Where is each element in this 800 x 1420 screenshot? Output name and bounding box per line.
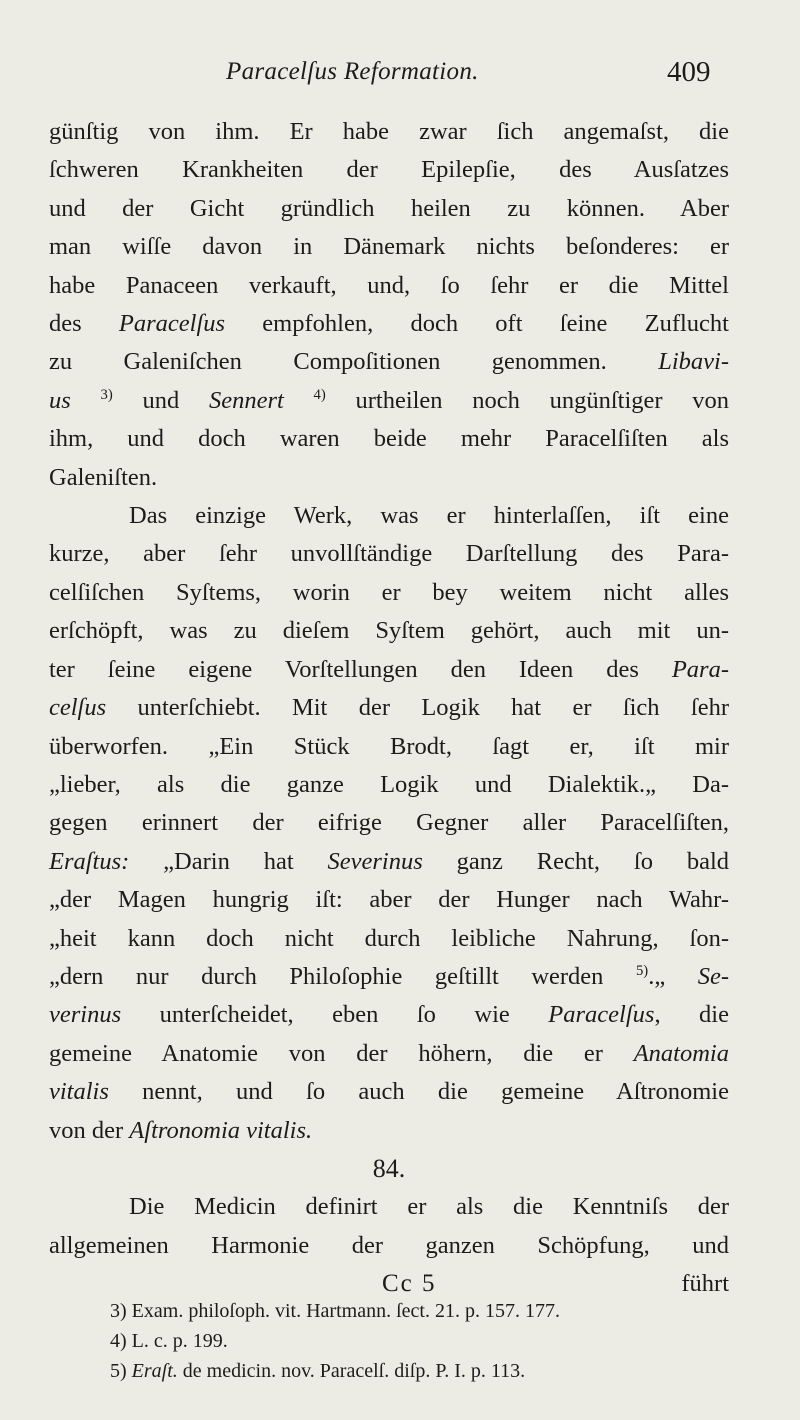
text-line: ſchweren Krankheiten der Epilepſie, des Ausſatzes	[49, 156, 729, 184]
italic-text: Se-	[697, 962, 729, 990]
text-line: überworfen. „Ein Stück Brodt, ſagt er, iſt mir	[49, 732, 729, 760]
italic-text: vitalis	[49, 1078, 109, 1106]
text-line: Galeniſten.	[49, 463, 158, 491]
footnote-marker: 4)	[110, 1330, 127, 1352]
page-header	[0, 52, 800, 96]
body-text	[49, 113, 729, 1304]
italic-text: Sennert	[208, 386, 284, 414]
footnote: 4) L. c. p. 199.	[110, 1330, 228, 1352]
text-line: „der Magen hungrig iſt: aber der Hunger nach Wahr-	[49, 886, 729, 914]
footnote: 5) Eraſt. de medicin. nov. Paracelſ. diſp. P. I. p. 113.	[110, 1360, 526, 1382]
italic-text: Para-	[671, 655, 729, 683]
text-line: vitalis nennt, und ſo auch die gemeine Aſtronomie	[49, 1078, 729, 1106]
paragraph-84	[49, 1188, 729, 1265]
text-line: Das einzige Werk, was er hinterlaſſen, iſt eine	[129, 502, 729, 530]
section-number: 84.	[372, 1153, 406, 1183]
italic-text: Severinus	[327, 847, 423, 875]
text-line: zu Galeniſchen Compoſitionen genommen. Libavi-	[49, 348, 729, 376]
text-line: günſtig von ihm. Er habe zwar ſich angemaſst, die	[49, 118, 729, 145]
italic-text: Libavi-	[658, 348, 729, 376]
italic-text: Aſtronomia vitalis.	[129, 1116, 313, 1144]
text-line: ihm, und doch waren beide mehr Paracelſiſten als	[49, 425, 729, 453]
signature-mark: Cc 5	[382, 1270, 437, 1298]
text-line: gegen erinnert der eifrige Gegner aller Paracelſiſten,	[49, 809, 729, 837]
text-line: kurze, aber ſehr unvollſtändige Darſtellung des Para-	[49, 540, 729, 568]
footnote-ref: 3)	[100, 386, 113, 403]
italic-text: us	[49, 386, 71, 414]
footnote-ref: 4)	[313, 386, 326, 403]
text-line: celſiſchen Syſtems, worin er bey weitem nicht alles	[49, 578, 729, 606]
italic-text: Anatomia	[633, 1039, 729, 1067]
text-line: Eraſtus: „Darin hat Severinus ganz Recht, ſo bald	[49, 847, 729, 875]
footnote-marker: 5)	[110, 1360, 127, 1382]
text-line: „heit kann doch nicht durch leibliche Nahrung, ſon-	[49, 924, 729, 952]
text-line: ter ſeine eigene Vorſtellungen den Ideen des Para-	[49, 655, 729, 683]
italic-text: Eraſtus:	[49, 847, 130, 875]
text-line: erſchöpft, was zu dieſem Syſtem gehört, auch mit un-	[49, 617, 729, 645]
text-line: allgemeinen Harmonie der ganzen Schöpfung, und	[49, 1231, 729, 1259]
italic-text: Paracelſus	[118, 310, 226, 338]
italic-text: Paracelſus	[548, 1001, 655, 1029]
text-line: us $^{3)}$ und Sennert $^{4)}$ urtheilen noch ungünſtiger von	[49, 386, 730, 414]
footnote: 3) Exam. philoſoph. vit. Hartmann. ſect. 21. p. 157. 177.	[110, 1300, 560, 1322]
text-line: „dern nur durch Philoſophie geſtillt werden $^{5)}$.„ Se-	[49, 962, 729, 990]
footnote-ref: 5)	[635, 962, 649, 979]
text-line: verinus unterſcheidet, eben ſo wie Paracelſus, die	[49, 1001, 729, 1029]
page-number: 409	[667, 56, 711, 88]
italic-text: Eraſt.	[131, 1360, 178, 1382]
running-title: Paracelſus Reformation.	[226, 58, 479, 85]
footnote-marker: 3)	[110, 1300, 127, 1322]
italic-text: verinus	[49, 1001, 122, 1029]
text-line: habe Panaceen verkauft, und, ſo ſehr er die Mittel	[49, 271, 729, 299]
text-line: „lieber, als die ganze Logik und Dialektik.„ Da-	[49, 770, 729, 798]
text-line: celſus unterſchiebt. Mit der Logik hat er ſich ſehr	[49, 694, 729, 722]
text-line: gemeine Anatomie von der höhern, die er Anatomia	[49, 1039, 729, 1067]
italic-text: celſus	[49, 694, 107, 722]
text-line: man wiſſe davon in Dänemark nichts beſonderes: er	[49, 233, 729, 261]
text-line: des Paracelſus empfohlen, doch oft ſeine Zuflucht	[49, 310, 729, 338]
footnotes	[110, 1296, 750, 1386]
paragraph	[49, 113, 729, 497]
text-line: von der Aſtronomia vitalis.	[49, 1116, 313, 1144]
text-line: Die Medicin definirt er als die Kenntniſs der	[129, 1193, 729, 1221]
paragraphs	[49, 113, 729, 1150]
paragraph	[49, 497, 729, 1150]
catchword: führt	[681, 1270, 729, 1298]
text-line: und der Gicht gründlich heilen zu können. Aber	[49, 194, 729, 222]
